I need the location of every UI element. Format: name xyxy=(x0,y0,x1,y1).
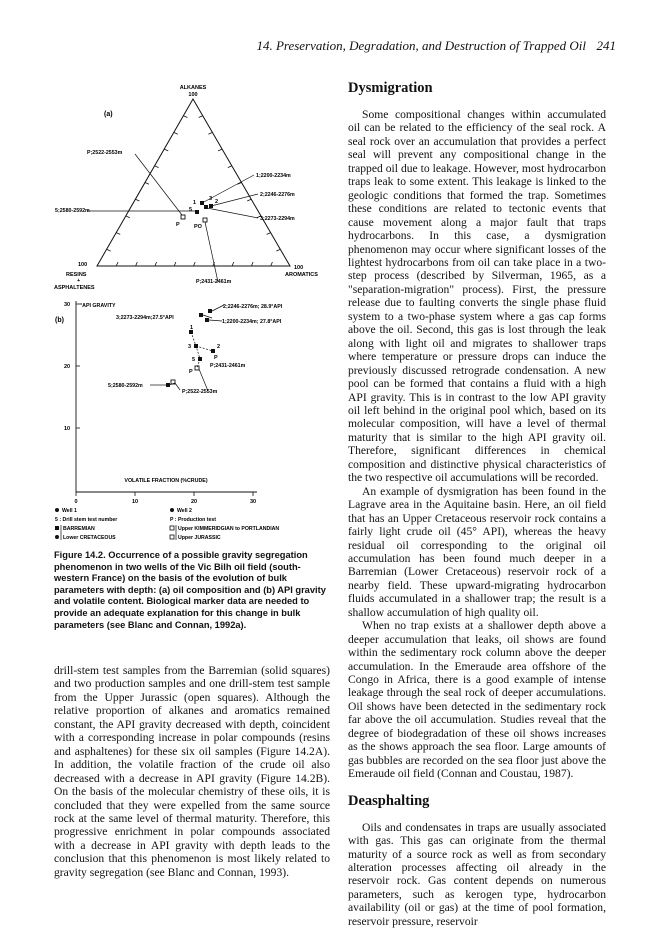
deasphalting-paragraph-1: Oils and condensates in traps are usually associated with gas. This gas can originate from the thermal maturity of a source rock as well as from secondary alteration processes affecting oil already in the reservoir rock. Gas content depends on numerous parameters, such as kerogen type, hydrocarbon availability (oil or gas) at the time of pool formation, reservoir pressure, reservoir xyxy=(348,820,606,928)
api-axis-title: °API GRAVITY xyxy=(80,303,116,309)
figure-14-2 xyxy=(52,80,330,548)
ternary-apex-right-value: 100 xyxy=(294,265,304,271)
section-heading-deasphalting: Deasphalting xyxy=(348,792,430,809)
ternary-point-p2431 xyxy=(203,218,207,222)
right-column xyxy=(348,80,606,928)
ternary-sample-1-2200: 1;2200-2234m xyxy=(256,173,291,179)
legend-well2-marker xyxy=(170,508,174,512)
ternary-ticks xyxy=(107,116,281,266)
api-y-tick-10: 10 xyxy=(64,426,71,432)
ternary-apex-right: AROMATICS xyxy=(285,272,318,278)
api-x-tick-20: 20 xyxy=(190,499,198,505)
ternary-apex-left-value: 100 xyxy=(78,262,88,268)
api-point-p2431 xyxy=(195,366,199,370)
panel-a-label: (a) xyxy=(104,111,113,118)
running-header xyxy=(0,38,660,58)
ternary-sample-2-2246: 2;2246-2276m xyxy=(260,192,295,198)
api-num-2: 2 xyxy=(217,344,221,350)
figure-svg xyxy=(52,80,330,548)
panel-b-label: (b) xyxy=(55,317,64,324)
api-x-tick-0: 0 xyxy=(74,499,78,505)
ternary-point-p2522 xyxy=(181,215,185,219)
api-sample-5-2580: 5;2580-2592m xyxy=(108,383,143,389)
section-heading-dysmigration: Dysmigration xyxy=(348,80,433,96)
ternary-label-po: PO xyxy=(194,224,202,230)
api-point-1 xyxy=(205,318,209,322)
page-number: 241 xyxy=(596,38,616,53)
ternary-sample-3-2273: 3;2273-2294m xyxy=(260,216,295,222)
ternary-num-3: 3 xyxy=(209,196,213,202)
legend-barremian: BARREMIAN xyxy=(63,526,95,532)
ternary-num-1: 1 xyxy=(193,200,197,206)
left-column xyxy=(54,664,330,879)
legend-barremian-marker xyxy=(55,526,59,530)
legend-jurassic: Upper JURASSIC xyxy=(178,535,221,541)
api-label-p2: P xyxy=(189,369,193,375)
legend-production: P : Production test xyxy=(170,517,217,523)
dysmigration-paragraph-2: An example of dysmigration has been found in the Lagrave area in the Aquitaine basin. Here, an oil field that has an Upper Cretaceous reservoir rock contains a fairly light crude oil (45° API), whereas the heavy residual oil corresponding to the original oil accumulation has been found much deeper in a Barremian (Lower Cretaceous) reservoir rock of a nearby field. These upward-migrating hydrocarbon fluids accumulated in a shallower trap; the result is a shallow accumulation of high quality oil. xyxy=(348,484,606,619)
legend-dst: 5 : Drill stem test number xyxy=(55,517,118,523)
api-sample-2: 2;2246-2276m; 28.9°API xyxy=(223,304,283,310)
ternary-num-5: 5 xyxy=(189,207,193,213)
figure-caption: Figure 14.2. Occurrence of a possible gravity segregation phenomenon in two wells of the Vic Bilh oil field (south-western France) on the basis of the evolution of bulk parameters with depth: (a) oil composition and (b) API gravity and volatile content. Biological marker data are needed to provide an adequate explanation for this change in bulk parameters (see Blanc and Connan, 1992a). xyxy=(54,550,326,630)
api-sample-p2431: P;2431-2461m xyxy=(210,363,246,369)
api-label-p1: P xyxy=(214,355,218,361)
ternary-sample-p2522: P;2522-2553m xyxy=(87,150,123,156)
legend-well2: Well 2 xyxy=(177,508,192,514)
ternary-apex-top-value: 100 xyxy=(188,92,198,98)
api-num-1: 1 xyxy=(190,325,194,331)
legend-kimmeridgian-marker xyxy=(170,526,174,530)
ternary-apex-left-2: + xyxy=(77,278,81,284)
ternary-apex-left-3: ASPHALTENES xyxy=(54,285,95,291)
running-title: 14. Preservation, Degradation, and Destruction of Trapped Oil xyxy=(256,38,586,53)
ternary-apex-top: ALKANES xyxy=(179,85,207,91)
api-axis-ticks xyxy=(76,304,253,496)
api-x-axis-title: VOLATILE FRACTION (%CRUDE) xyxy=(124,478,208,484)
dysmigration-paragraph-3: When no trap exists at a shallower depth above a deeper accumulation that leaks, oil shows are found within the sedimentary rock column above the deeper accumulation. In the Emeraude area offshore of the Congo in Africa, there is a good example of intense leakage through the seal rock of deeper accumulations. Oil shows have been detected in the sedimentary rock far above the oil accumulation. Studies reveal that the degree of biodegradation of these oil shows increases as the shows approach the sea floor. Large amounts of gas bubbles are recorded on the sea floor just above the Emeraude oil field (Connan and Coustau, 1987). xyxy=(348,619,606,781)
legend-lower-cret: Lower CRETACEOUS xyxy=(63,535,116,541)
api-point-2 xyxy=(208,309,212,313)
api-num-3: 3 xyxy=(188,344,192,350)
ternary-point-5 xyxy=(195,210,199,214)
ternary-num-2: 2 xyxy=(215,199,219,205)
api-sample-1: 1;2200-2234m; 27.8°API xyxy=(222,319,282,325)
legend-kimmeridgian: Upper KIMMERIDGIAN to PORTLANDIAN xyxy=(178,526,280,532)
api-y-tick-30: 30 xyxy=(64,302,71,308)
ternary-triangle xyxy=(97,99,290,266)
api-point-3 xyxy=(199,313,203,317)
figure-legend xyxy=(55,508,279,541)
legend-well1: Well 1 xyxy=(62,508,77,514)
legend-jurassic-marker xyxy=(170,535,174,539)
api-x-tick-10: 10 xyxy=(131,499,139,505)
api-num-5: 5 xyxy=(192,357,196,363)
ternary-leaders xyxy=(87,154,258,282)
legend-well1-marker xyxy=(55,508,59,512)
ternary-label-p: P xyxy=(176,222,180,228)
ternary-apex-left-1: RESINS xyxy=(66,272,87,278)
legend-lower-cret-marker xyxy=(55,535,59,539)
ternary-sample-5-2580: 5;2580-2592m xyxy=(55,208,90,214)
ternary-sample-p2431: P;2431-2461m xyxy=(196,279,232,285)
dysmigration-paragraph-1: Some compositional changes within accumulated oil can be related to the efficiency of the seal rock. A seal rock over an accumulation that provides a perfect seal will prevent any compositional change in the trapped oil due to leakage. However, most hydrocarbon traps leak to some extent. This leakage is linked to the geologic conditions that formed the trap. Sometimes these conditions are related to tectonic events that cause movement along a major fault that traps hydrocarbons. In this case, a dysmigration phenomenon may occur where significant losses of the lightest hydrocarbons from oil can take place in a two-step process (described by Silverman, 1965, as a "separation-migration" process). First, the pressure release due to faulting converts the single phase fluid system to a two-phase system where a gas cap forms above the oil. Second, this gas is lost through the leak along with light oil and migrates to shallower traps where temperature or pressure drops can induce the previously discussed retrograde condensation. A new pool can be formed that contains a fluid with a high API gravity. This is in contrast to the low API gravity oil left behind in the original pool which, based on its molecular composition, will have a level of thermal maturity that is similar to the high API gravity oil. Therefore, significant differences in chemical composition and distinctive physical characteristics of the two respective oil accumulations will be recorded. xyxy=(348,108,606,485)
api-x-tick-30: 30 xyxy=(249,499,257,505)
left-paragraph: drill-stem test samples from the Barremian (solid squares) and two production samples and one drill-stem test sample from the Upper Jurassic (open squares). Although the relative proportion of alkanes and aromatics remained constant, the API gravity decreased with depth, coincident with a corresponding increase in polar compounds (resins and asphaltenes) for these six oil samples (Figure 14.2A). In addition, the volatile fraction of the crude oil also decreased with a decrease in API gravity (Figure 14.2B). On the basis of the molecular chemistry of these oils, it is concluded that they were expelled from the same source rock at the same level of thermal maturity. Therefore, this progressive enrichment in polar compounds associated with a decrease in API gravity with depth leads to the conclusion that this phenomenon is most likely related to gravity segregation (see Blanc and Connan, 1993). xyxy=(54,664,330,879)
api-y-tick-20: 20 xyxy=(64,364,71,370)
api-sample-p2522: P;2522-2553m xyxy=(182,389,218,395)
ternary-points xyxy=(181,201,213,222)
api-sample-3: 3;2273-2294m;27.5°API xyxy=(116,315,174,321)
